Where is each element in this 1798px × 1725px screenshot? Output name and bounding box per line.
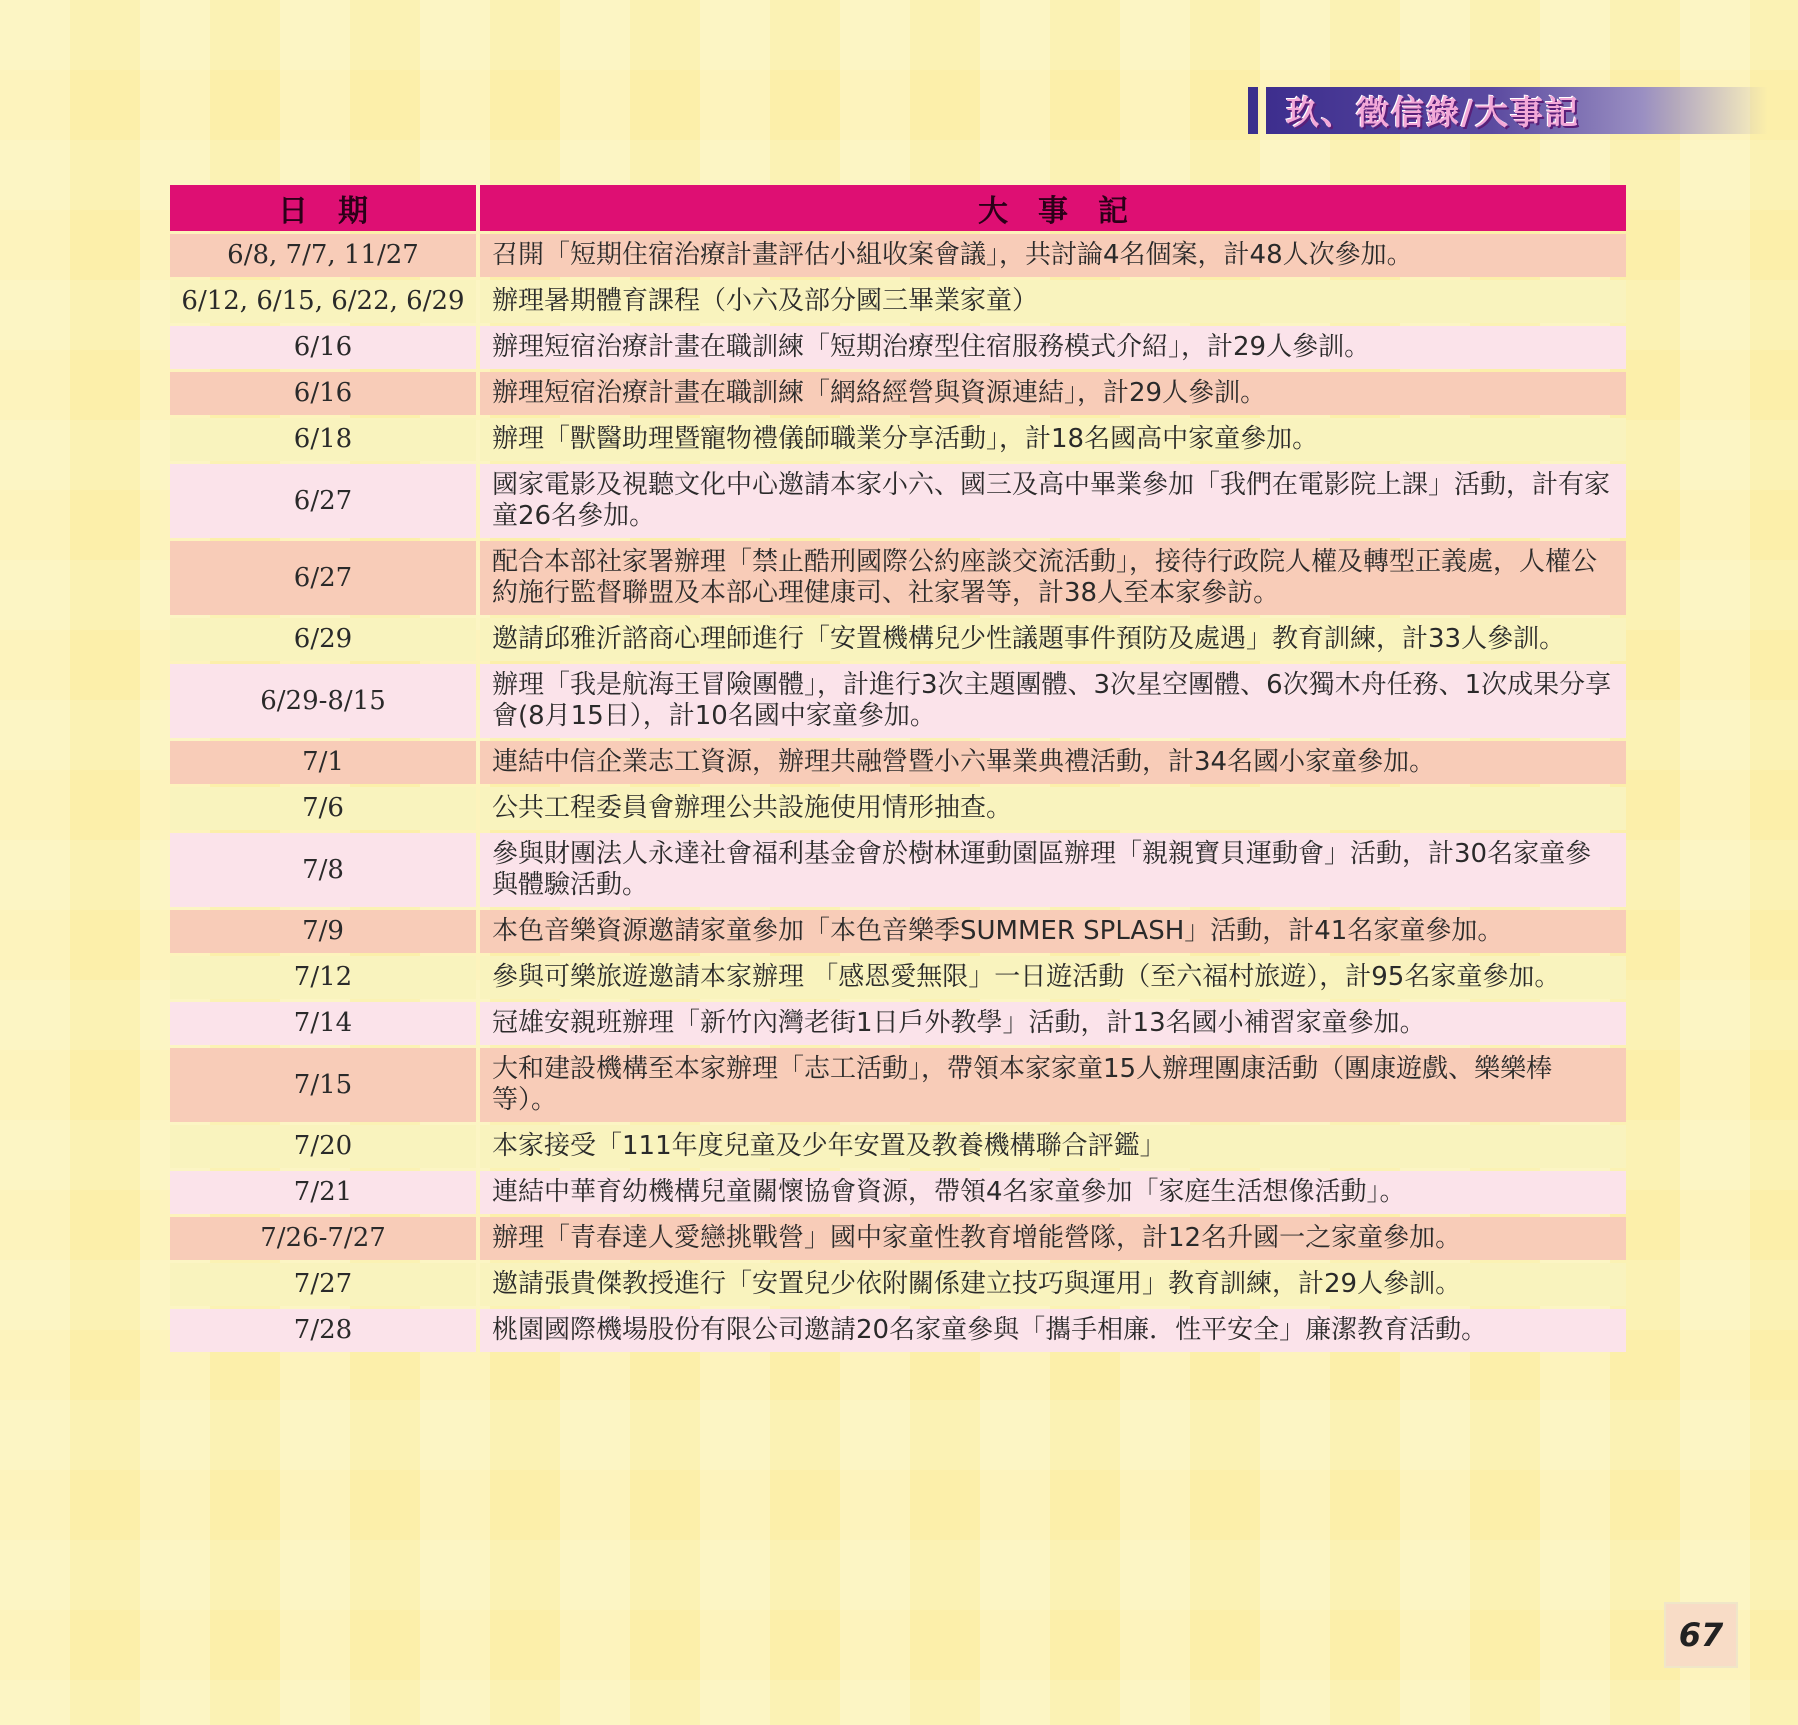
row-date: 7/15 [170, 1048, 476, 1122]
row-date: 6/16 [170, 326, 476, 369]
row-event: 召開「短期住宿治療計畫評估小組收案會議」，共討論4名個案，計48人次參加。 [480, 234, 1626, 277]
table-row [170, 1171, 1626, 1214]
row-date: 7/14 [170, 1002, 476, 1045]
table-row [170, 833, 1626, 907]
section-header [1248, 87, 1768, 134]
row-date: 6/16 [170, 372, 476, 415]
row-event: 參與可樂旅遊邀請本家辦理 「感恩愛無限」一日遊活動（至六福村旅遊），計95名家童參加。 [480, 956, 1626, 999]
row-date: 6/29 [170, 618, 476, 661]
events-table [166, 182, 1630, 1355]
row-date: 7/26-7/27 [170, 1217, 476, 1260]
table-row [170, 372, 1626, 415]
row-date: 7/9 [170, 910, 476, 953]
row-event: 辦理暑期體育課程（小六及部分國三畢業家童） [480, 280, 1626, 323]
table-row [170, 741, 1626, 784]
row-event: 辦理「青春達人愛戀挑戰營」國中家童性教育增能營隊，計12名升國一之家童參加。 [480, 1217, 1626, 1260]
table-row [170, 418, 1626, 461]
row-date: 7/1 [170, 741, 476, 784]
column-header-date: 日 期 [170, 185, 476, 231]
table-row [170, 1263, 1626, 1306]
row-event: 配合本部社家署辦理「禁止酷刑國際公約座談交流活動」，接待行政院人權及轉型正義處，人權公約施行監督聯盟及本部心理健康司、社家署等，計38人至本家參訪。 [480, 541, 1626, 615]
row-event: 辦理短宿治療計畫在職訓練「網絡經營與資源連結」，計29人參訓。 [480, 372, 1626, 415]
table-row [170, 1125, 1626, 1168]
row-event: 桃園國際機場股份有限公司邀請20名家童參與「攜手相廉．性平安全」廉潔教育活動。 [480, 1309, 1626, 1352]
table-row [170, 464, 1626, 538]
row-date: 6/27 [170, 541, 476, 615]
row-event: 大和建設機構至本家辦理「志工活動」，帶領本家家童15人辦理團康活動（團康遊戲、樂樂棒等）。 [480, 1048, 1626, 1122]
row-date: 7/12 [170, 956, 476, 999]
row-date: 6/27 [170, 464, 476, 538]
row-date: 7/6 [170, 787, 476, 830]
row-date: 7/20 [170, 1125, 476, 1168]
row-event: 辦理短宿治療計畫在職訓練「短期治療型住宿服務模式介紹」，計29人參訓。 [480, 326, 1626, 369]
row-date: 6/18 [170, 418, 476, 461]
table-row [170, 956, 1626, 999]
table-row [170, 541, 1626, 615]
row-event: 邀請張貴傑教授進行「安置兒少依附關係建立技巧與運用」教育訓練，計29人參訓。 [480, 1263, 1626, 1306]
section-title: 玖、徵信錄/大事記 [1286, 93, 1581, 132]
row-date: 7/28 [170, 1309, 476, 1352]
row-event: 冠雄安親班辦理「新竹內灣老街1日戶外教學」活動，計13名國小補習家童參加。 [480, 1002, 1626, 1045]
row-date: 6/8, 7/7, 11/27 [170, 234, 476, 277]
page-number: 67 [1664, 1602, 1738, 1668]
row-date: 7/21 [170, 1171, 476, 1214]
row-date: 7/27 [170, 1263, 476, 1306]
table-row [170, 1048, 1626, 1122]
table-row [170, 1002, 1626, 1045]
table-row [170, 1217, 1626, 1260]
row-date: 6/29-8/15 [170, 664, 476, 738]
column-header-events: 大 事 記 [480, 185, 1626, 231]
section-header-band [1266, 87, 1768, 134]
row-event: 辦理「獸醫助理暨寵物禮儀師職業分享活動」，計18名國高中家童參加。 [480, 418, 1626, 461]
row-event: 連結中信企業志工資源，辦理共融營暨小六畢業典禮活動，計34名國小家童參加。 [480, 741, 1626, 784]
table-header-row [170, 185, 1626, 231]
row-event: 國家電影及視聽文化中心邀請本家小六、國三及高中畢業參加「我們在電影院上課」活動，計有家童26名參加。 [480, 464, 1626, 538]
table-row [170, 664, 1626, 738]
table-row [170, 280, 1626, 323]
row-date: 7/8 [170, 833, 476, 907]
row-date: 6/12, 6/15, 6/22, 6/29 [170, 280, 476, 323]
table-row [170, 234, 1626, 277]
row-event: 參與財團法人永達社會福利基金會於樹林運動園區辦理「親親寶貝運動會」活動，計30名家童參與體驗活動。 [480, 833, 1626, 907]
table-row [170, 1309, 1626, 1352]
table-row [170, 618, 1626, 661]
table-row [170, 910, 1626, 953]
row-event: 邀請邱雅沂諮商心理師進行「安置機構兒少性議題事件預防及處遇」教育訓練，計33人參訓。 [480, 618, 1626, 661]
row-event: 本家接受「111年度兒童及少年安置及教養機構聯合評鑑」 [480, 1125, 1626, 1168]
row-event: 本色音樂資源邀請家童參加「本色音樂季SUMMER SPLASH」活動，計41名家童參加。 [480, 910, 1626, 953]
row-event: 公共工程委員會辦理公共設施使用情形抽查。 [480, 787, 1626, 830]
table-row [170, 326, 1626, 369]
row-event: 辦理「我是航海王冒險團體」，計進行3次主題團體、3次星空團體、6次獨木舟任務、1次成果分享會(8月15日），計10名國中家童參加。 [480, 664, 1626, 738]
section-header-accent [1248, 87, 1258, 134]
row-event: 連結中華育幼機構兒童關懷協會資源，帶領4名家童參加「家庭生活想像活動」。 [480, 1171, 1626, 1214]
table-row [170, 787, 1626, 830]
